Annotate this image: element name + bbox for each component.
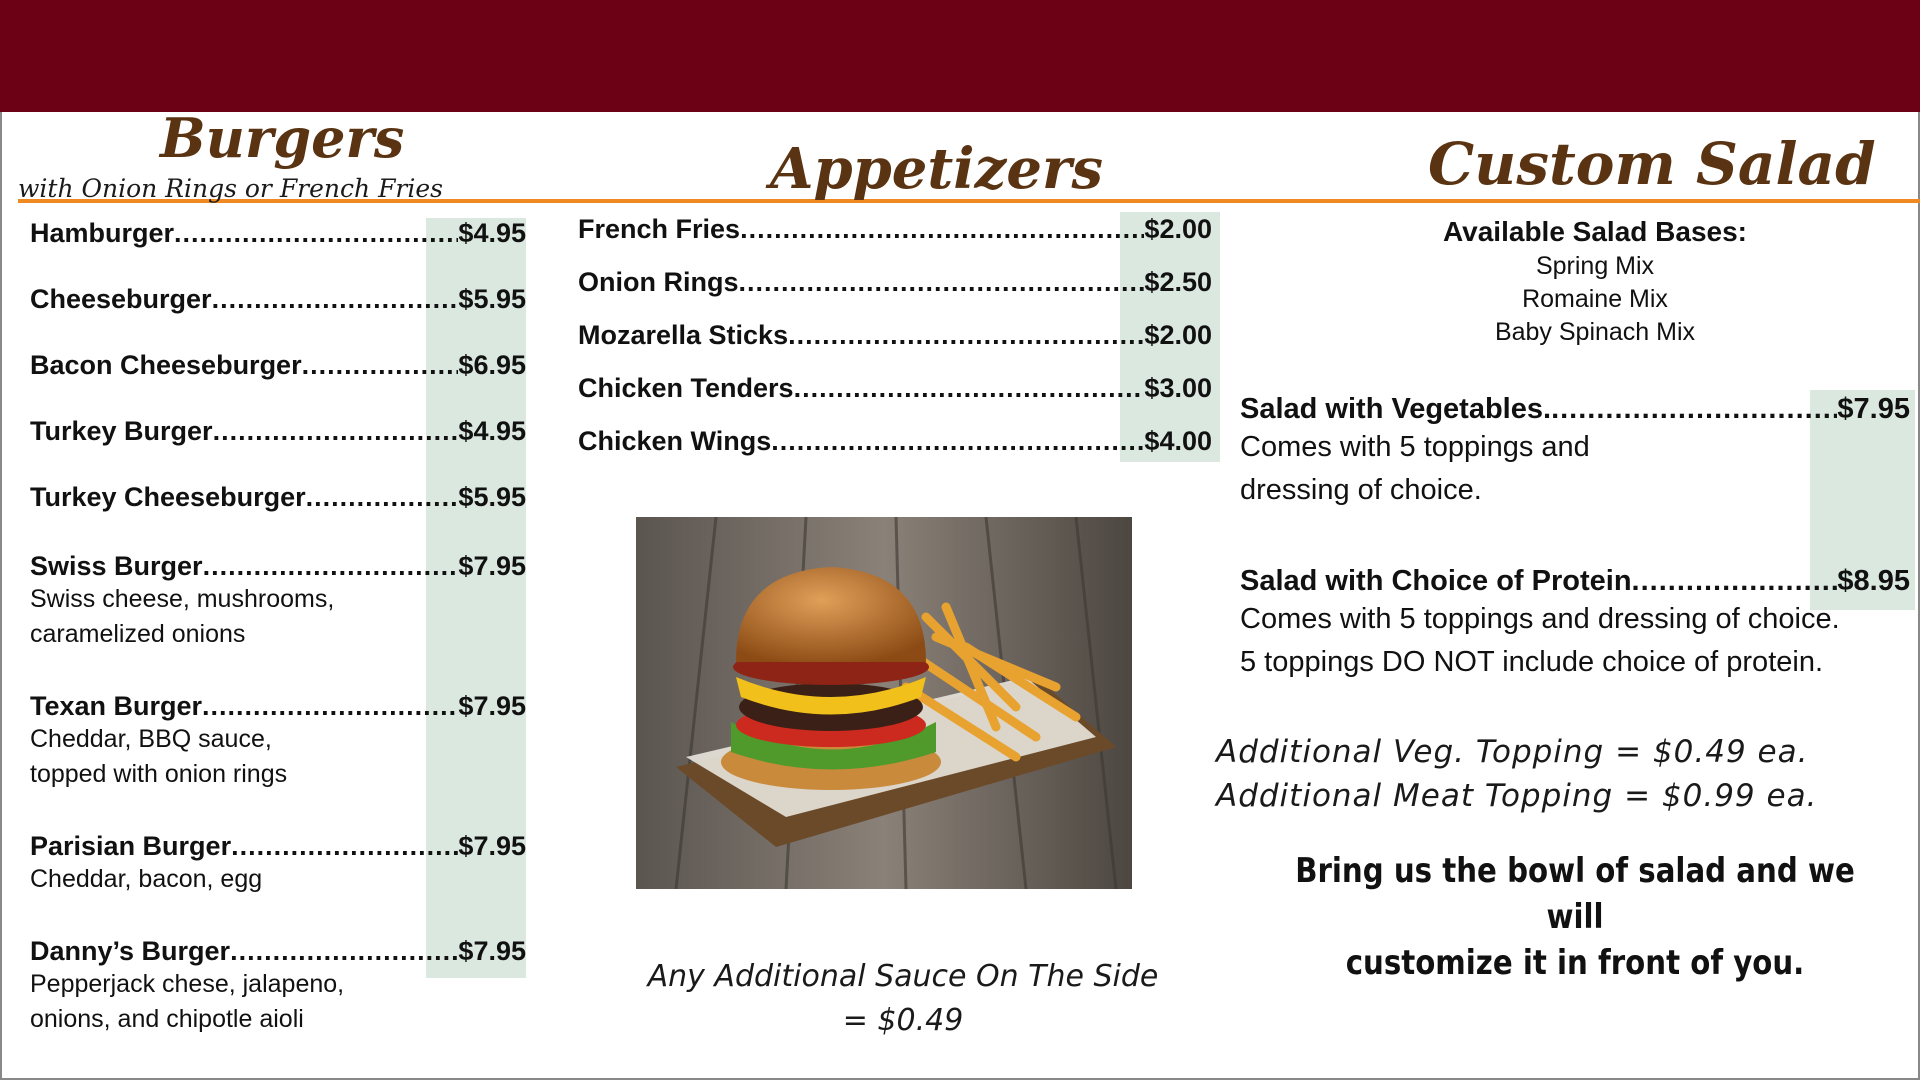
salad-base: Romaine Mix — [1522, 285, 1668, 313]
item-price: $2.50 — [1144, 267, 1212, 297]
item-name: Turkey Burger — [30, 416, 213, 446]
item-description: Comes with 5 toppings and — [1240, 431, 1590, 463]
item-name: Hamburger — [30, 218, 175, 248]
item-description: 5 toppings DO NOT include choice of protein. — [1240, 646, 1824, 678]
menu-item — [578, 214, 1216, 245]
item-name: French Fries — [578, 214, 741, 244]
item-name: Salad with Vegetables. — [1240, 393, 1552, 425]
item-price: $7.95 — [458, 551, 526, 581]
menu-item — [30, 831, 530, 897]
salad-customize-line1: Bring us the bowl of salad and we will — [1295, 851, 1855, 937]
appetizers-title: Appetizers — [770, 136, 1103, 202]
burger-photo-illustration — [636, 517, 1132, 889]
item-description: caramelized onions — [30, 620, 246, 648]
item-description: Comes with 5 toppings and dressing of choice. — [1240, 603, 1840, 635]
item-price: $7.95 — [458, 691, 526, 721]
item-name: Texan Burger — [30, 691, 203, 721]
menu-item — [578, 373, 1216, 404]
item-description: dressing of choice. — [1240, 474, 1482, 506]
menu-item — [30, 482, 530, 513]
salad-customize-line2: customize it in front of you. — [1345, 943, 1805, 983]
item-description: topped with onion rings — [30, 760, 288, 788]
item-name: Parisian Burger — [30, 831, 232, 861]
item-name: Bacon Cheeseburger — [30, 350, 302, 380]
item-name: Chicken Tenders — [578, 373, 794, 403]
menu-item — [30, 691, 530, 792]
menu-item — [1240, 565, 1910, 684]
item-price: $4.00 — [1144, 426, 1212, 456]
menu-item — [578, 320, 1216, 351]
burgers-title: Burgers — [160, 106, 405, 170]
item-description: Cheddar, BBQ sauce, — [30, 725, 272, 753]
burger-and-fries-photo — [636, 517, 1132, 889]
item-description: Cheddar, bacon, egg — [30, 865, 263, 893]
item-price: $4.95 — [458, 416, 526, 446]
salad-base: Baby Spinach Mix — [1494, 318, 1696, 346]
header-bar — [0, 0, 1920, 112]
salad-customize-note — [1287, 848, 1863, 986]
item-description: Pepperjack chese, jalapeno, — [30, 970, 345, 998]
item-price: $7.95 — [458, 831, 526, 861]
item-price: $7.95 — [1837, 393, 1910, 425]
additional-veg-topping: Additional Veg. Topping = $0.49 ea. — [1216, 734, 1809, 770]
menu-item — [30, 350, 530, 381]
salad-base: Spring Mix — [1535, 252, 1655, 280]
item-description: Swiss cheese, mushrooms, — [30, 585, 335, 613]
item-price: $8.95 — [1837, 565, 1910, 597]
item-price: $6.95 — [458, 350, 526, 380]
salad-title: Custom Salad — [1428, 130, 1876, 198]
item-name: Turkey Cheeseburger — [30, 482, 306, 512]
item-price: $4.95 — [458, 218, 526, 248]
item-price: $5.95 — [458, 284, 526, 314]
item-name: Chicken Wings — [578, 426, 772, 456]
menu-item — [30, 218, 530, 249]
salad-bases-title: Available Salad Bases: — [1442, 216, 1747, 247]
item-name: Onion Rings — [578, 267, 739, 297]
menu-item — [578, 267, 1216, 298]
item-price: $5.95 — [458, 482, 526, 512]
menu-item — [30, 936, 530, 1037]
item-name: Salad with Choice of Protein — [1240, 565, 1632, 597]
item-description: onions, and chipotle aioli — [30, 1005, 304, 1033]
additional-meat-topping: Additional Meat Topping = $0.99 ea. — [1216, 778, 1818, 814]
item-name: Swiss Burger — [30, 551, 203, 581]
menu-item — [30, 284, 530, 315]
menu-item — [578, 426, 1216, 457]
sauce-note — [588, 955, 1218, 1043]
item-price: $3.00 — [1144, 373, 1212, 403]
sauce-note-line1: Any Additional Sauce On The Side — [647, 959, 1159, 994]
menu-item — [1240, 393, 1910, 512]
menu-item — [30, 551, 530, 652]
item-price: $2.00 — [1144, 214, 1212, 244]
item-name: Cheeseburger — [30, 284, 212, 314]
burgers-subtitle: with Onion Rings or French Fries — [18, 174, 443, 203]
sauce-note-line2: = $0.49 — [842, 1003, 964, 1038]
item-price: .$2.00 — [1136, 320, 1212, 350]
item-price: $7.95 — [458, 936, 526, 966]
item-name: Danny’s Burger — [30, 936, 231, 966]
item-name: Mozarella Sticks — [578, 320, 789, 350]
menu-item — [30, 416, 530, 447]
